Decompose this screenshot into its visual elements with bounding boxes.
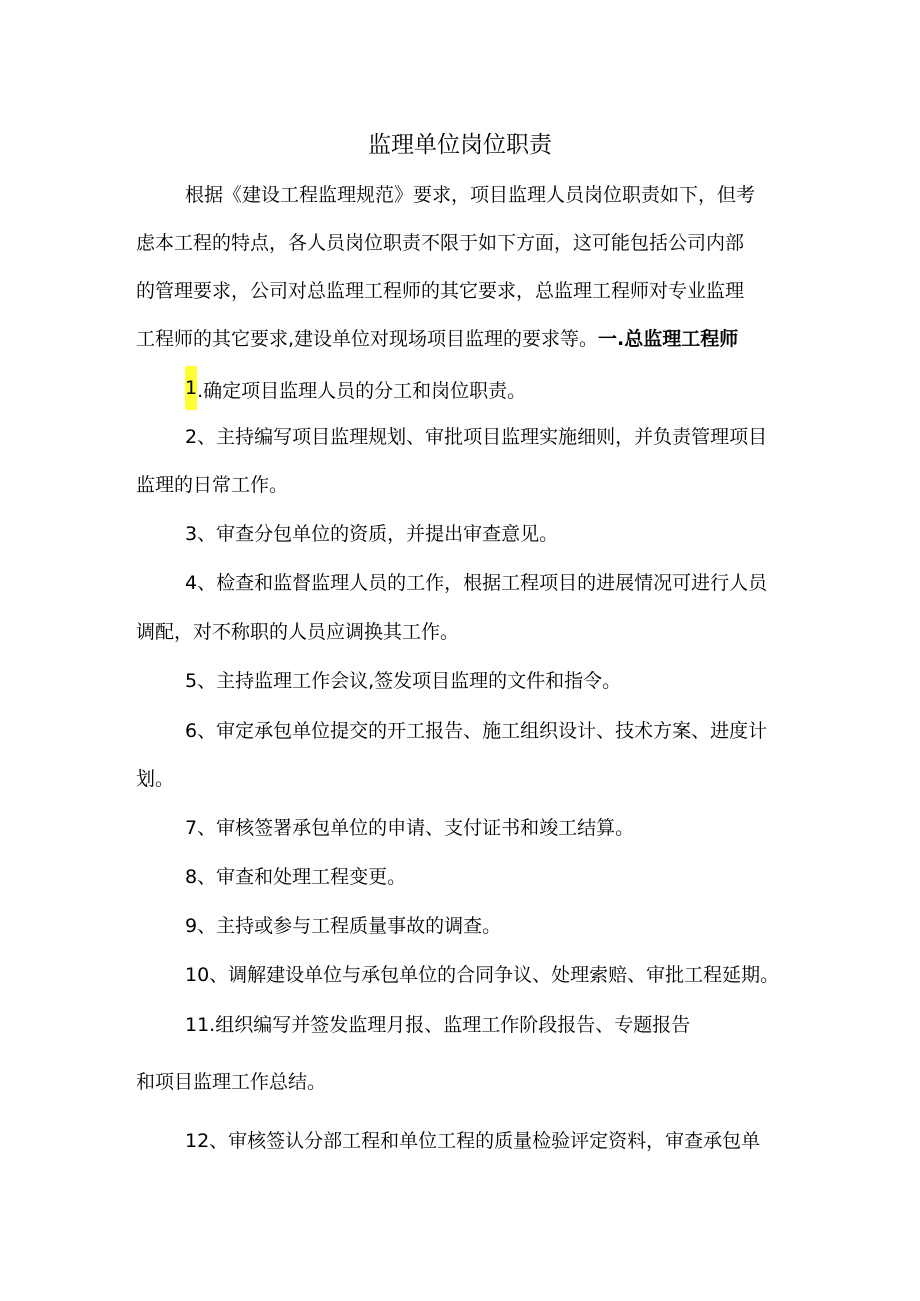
item-4-line-1: 4、检查和监督监理人员的工作，根据工程项目的进展情况可进行人员 <box>185 572 768 594</box>
page-title: 监理单位岗位职责 <box>368 132 552 158</box>
item-12: 12、审核签认分部工程和单位工程的质量检验评定资料，审查承包单 <box>185 1130 761 1152</box>
intro-line-4 <box>136 324 738 354</box>
item-8: 8、审查和处理工程变更。 <box>185 866 407 888</box>
item-1-text: .确定项目监理人员的分工和岗位职责。 <box>197 380 527 402</box>
intro-line-4-text: 工程师的其它要求,建设单位对现场项目监理的要求等。 <box>136 328 599 350</box>
section-heading-chief-engineer: 一.总监理工程师 <box>598 328 739 350</box>
intro-line-2: 虑本工程的特点，各人员岗位职责不限于如下方面，这可能包括公司内部 <box>136 232 745 254</box>
item-6-line-1: 6、审定承包单位提交的开工报告、施工组织设计、技术方案、进度计 <box>185 720 768 742</box>
item-3: 3、审查分包单位的资质，并提出审查意见。 <box>185 523 559 545</box>
item-7: 7、审核签署承包单位的申请、支付证书和竣工结算。 <box>185 817 635 839</box>
item-1 <box>185 373 526 410</box>
item-6-line-2: 划。 <box>136 768 175 790</box>
item-2-line-2: 监理的日常工作。 <box>136 474 289 496</box>
item-5: 5、主持监理工作会议,签发项目监理的文件和指令。 <box>185 670 622 692</box>
intro-line-3: 的管理要求，公司对总监理工程师的其它要求，总监理工程师对专业监理 <box>136 280 745 302</box>
item-11-line-1: 11.组织编写并签发监理月报、监理工作阶段报告、专题报告 <box>185 1014 691 1036</box>
intro-line-1: 根据《建设工程监理规范》要求，项目监理人员岗位职责如下，但考 <box>185 184 756 206</box>
item-10: 10、调解建设单位与承包单位的合同争议、处理索赔、审批工程延期。 <box>185 964 780 986</box>
item-11-line-2: 和项目监理工作总结。 <box>136 1071 327 1093</box>
highlighted-item-number: 1 <box>185 366 197 410</box>
item-2-line-1: 2、主持编写项目监理规划、审批项目监理实施细则，并负责管理项目 <box>185 426 768 448</box>
item-4-line-2: 调配，对不称职的人员应调换其工作。 <box>136 621 460 643</box>
item-9: 9、主持或参与工程质量事故的调查。 <box>185 915 502 937</box>
